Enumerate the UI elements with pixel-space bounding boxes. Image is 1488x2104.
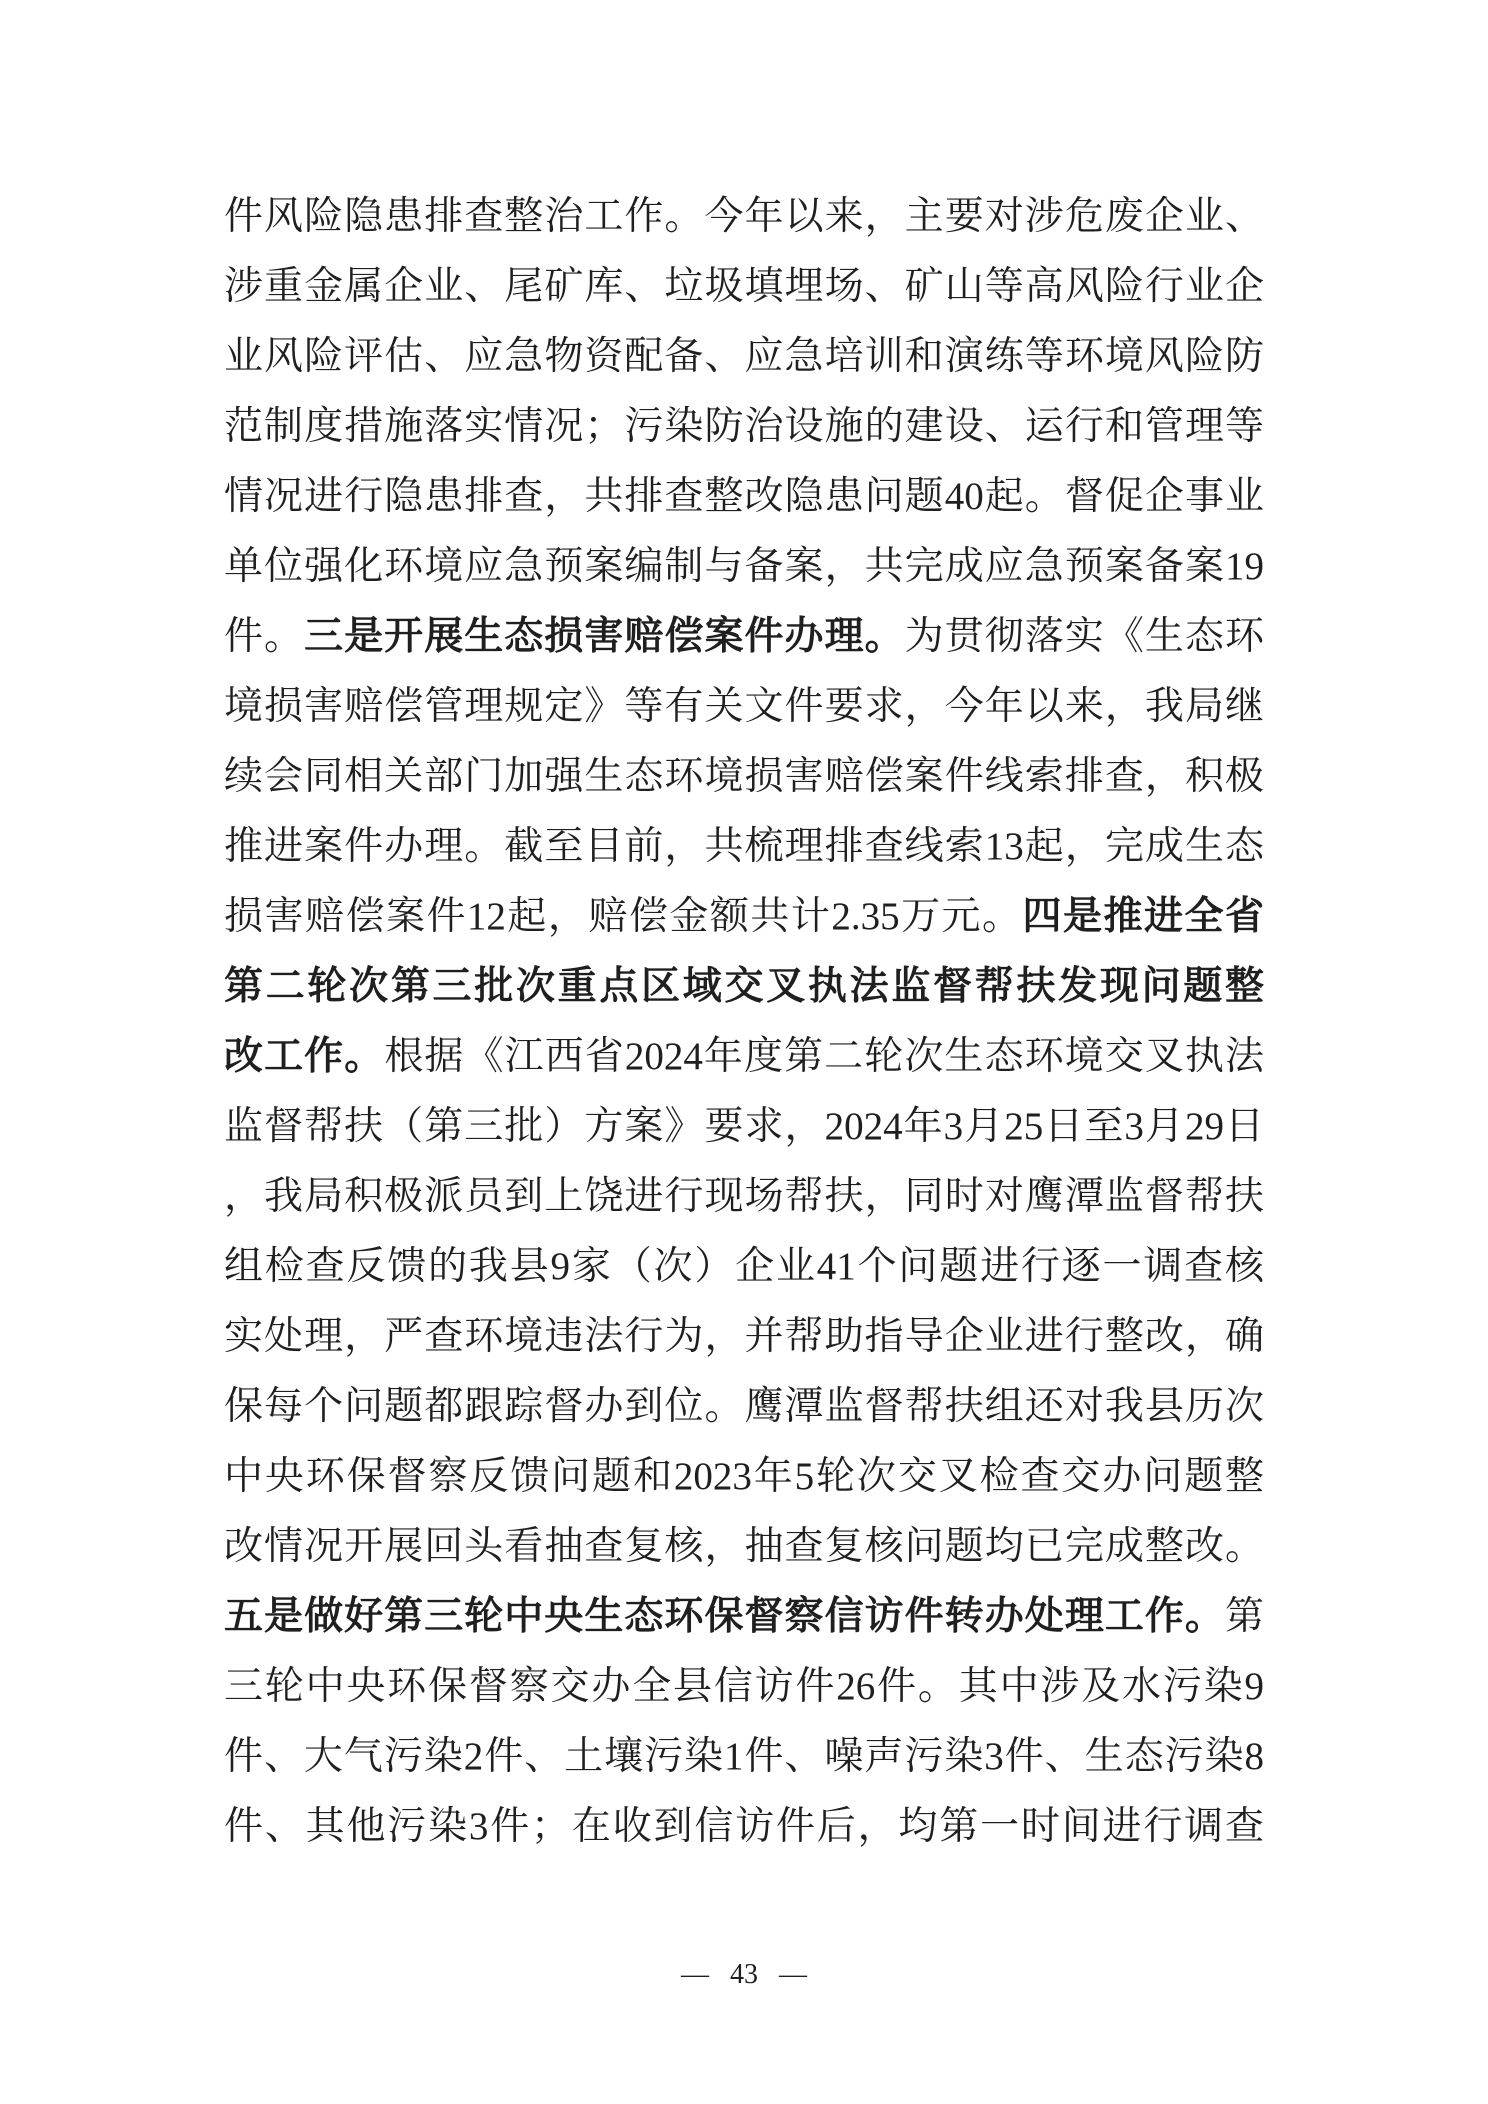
text-segment: 涉重金属企业、尾矿库、垃圾填埋场、矿山等高风险行业企 [224,265,1264,308]
text-line [224,812,1264,882]
text-line [224,532,1264,602]
text-line [224,1232,1264,1302]
text-line [224,952,1264,1022]
text-line [224,462,1264,532]
text-segment: 件风险隐患排查整治工作。今年以来，主要对涉危废企业、 [224,195,1264,238]
text-line [224,1022,1264,1092]
text-line [224,182,1264,252]
text-segment: 件、大气污染2件、土壤污染1件、噪声污染3件、生态污染8 [224,1735,1264,1778]
text-line [224,882,1264,952]
text-segment: 推进案件办理。截至目前，共梳理排查线索13起，完成生态 [224,825,1264,868]
text-segment: 件、其他污染3件；在收到信访件后，均第一时间进行调查 [224,1805,1264,1848]
text-segment: 续会同相关部门加强生态环境损害赔偿案件线索排查，积极 [224,755,1264,798]
text-segment: 保每个问题都跟踪督办到位。鹰潭监督帮扶组还对我县历次 [224,1385,1264,1428]
text-line [224,1722,1264,1792]
text-line [224,322,1264,392]
text-segment: 件。 [224,615,305,658]
document-body [224,182,1264,1862]
text-line [224,1652,1264,1722]
text-line [224,1092,1264,1162]
text-segment: 监督帮扶（第三批）方案》要求，2024年3月25日至3月29日 [224,1105,1264,1148]
text-segment: 根据《江西省2024年度第二轮次生态环境交叉执法 [384,1035,1264,1078]
text-segment: 单位强化环境应急预案编制与备案，共完成应急预案备案19 [224,545,1264,588]
text-segment: 情况进行隐患排查，共排查整改隐患问题40起。督促企事业 [224,475,1264,518]
bold-text-segment: 改工作。 [224,1035,385,1078]
text-line [224,1302,1264,1372]
text-line [224,252,1264,322]
text-line [224,1792,1264,1862]
text-segment: 为贯彻落实《生态环 [904,615,1264,658]
text-segment: 三轮中央环保督察交办全县信访件26件。其中涉及水污染9 [224,1665,1264,1708]
text-segment: 实处理，严查环境违法行为，并帮助指导企业进行整改，确 [224,1315,1264,1358]
bold-text-segment: 四是推进全省 [1022,895,1264,938]
text-segment: 境损害赔偿管理规定》等有关文件要求，今年以来，我局继 [224,685,1264,728]
text-segment: 改情况开展回头看抽查复核，抽查复核问题均已完成整改。 [224,1525,1264,1568]
page-number: — 43 — [681,1959,807,1990]
text-line [224,1442,1264,1512]
text-segment: 业风险评估、应急物资配备、应急培训和演练等环境风险防 [224,335,1264,378]
text-segment: 组检查反馈的我县9家（次）企业41个问题进行逐一调查核 [224,1245,1264,1288]
text-line [224,602,1264,672]
text-line [224,1582,1264,1652]
text-line [224,672,1264,742]
text-segment: ，我局积极派员到上饶进行现场帮扶，同时对鹰潭监督帮扶 [224,1175,1264,1218]
text-line [224,392,1264,462]
text-segment: 第 [1224,1595,1264,1638]
text-line [224,1512,1264,1582]
bold-text-segment: 三是开展生态损害赔偿案件办理。 [304,615,905,658]
text-segment: 损害赔偿案件12起，赔偿金额共计2.35万元。 [224,895,1023,938]
bold-text-segment: 五是做好第三轮中央生态环保督察信访件转办处理工作。 [224,1595,1225,1638]
text-segment: 范制度措施落实情况；污染防治设施的建设、运行和管理等 [224,405,1264,448]
text-line [224,1372,1264,1442]
text-line [224,742,1264,812]
text-line [224,1162,1264,1232]
bold-text-segment: 第二轮次第三批次重点区域交叉执法监督帮扶发现问题整 [224,965,1264,1008]
text-segment: 中央环保督察反馈问题和2023年5轮次交叉检查交办问题整 [224,1455,1264,1498]
